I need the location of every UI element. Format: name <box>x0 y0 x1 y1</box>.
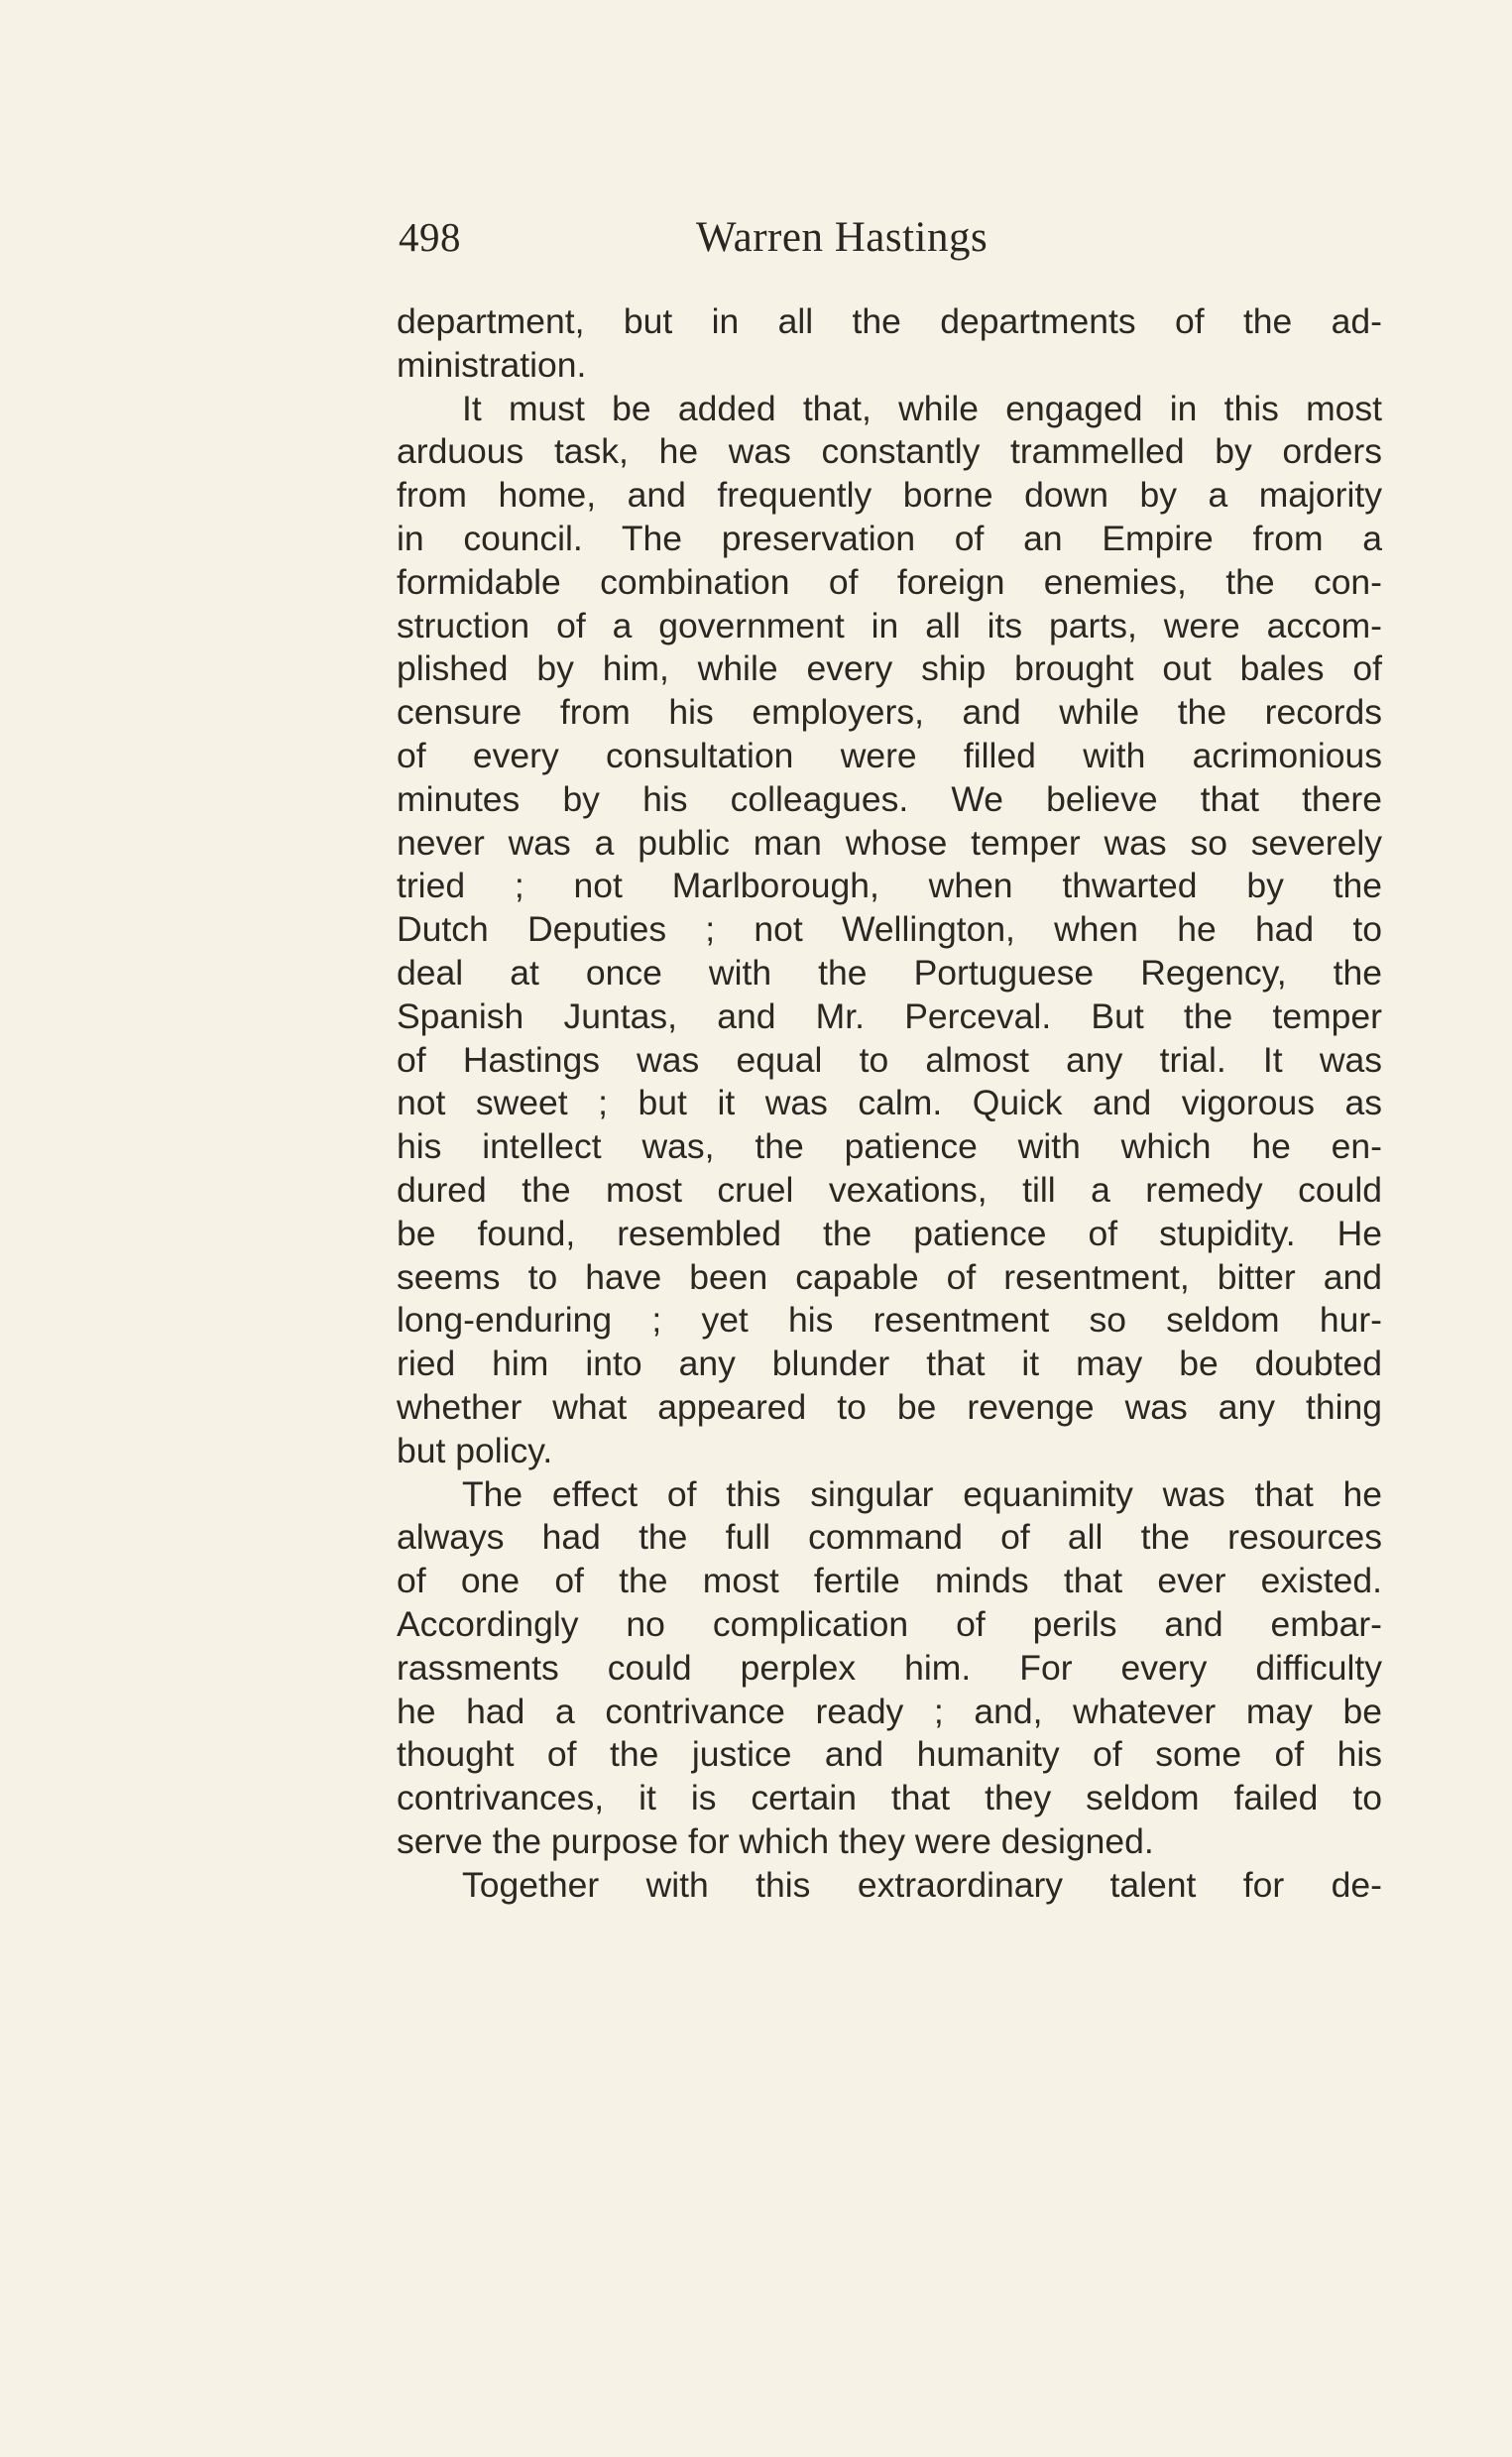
text-line: serve the purpose for which they were designed. <box>397 1820 1154 1861</box>
text-line: rassments could perplex him. For every difficulty <box>397 1647 1382 1688</box>
text-line: formidable combination of foreign enemies, the con- <box>397 561 1382 602</box>
text-line: censure from his employers, and while the records <box>397 692 1382 733</box>
text-line: deal at once with the Portuguese Regency, the <box>397 952 1382 993</box>
text-line: of every consultation were filled with acrimonious <box>397 735 1382 775</box>
text-line: never was a public man whose temper was so severely <box>397 822 1382 863</box>
text-line: The effect of this singular equanimity was that he <box>462 1473 1382 1514</box>
text-line: long-enduring ; yet his resentment so seldom hur- <box>397 1300 1382 1341</box>
text-line: he had a contrivance ready ; and, whatever may be <box>397 1691 1382 1731</box>
text-line: thought of the justice and humanity of some of his <box>397 1734 1382 1775</box>
text-line: Accordingly no complication of perils and embar- <box>397 1603 1382 1644</box>
page-number: 498 <box>399 214 461 260</box>
text-line: arduous task, he was constantly trammelled by orders <box>397 431 1382 472</box>
text-line: contrivances, it is certain that they seldom failed to <box>397 1778 1382 1818</box>
text-line: not sweet ; but it was calm. Quick and vigorous as <box>397 1083 1382 1123</box>
text-line: always had the full command of all the resources <box>397 1517 1382 1558</box>
text-line: Together with this extraordinary talent for de- <box>462 1864 1382 1905</box>
text-line: ried him into any blunder that it may be doubted <box>397 1344 1382 1384</box>
body-text <box>397 300 1382 1907</box>
text-line: seems to have been capable of resentment, bitter and <box>397 1256 1382 1297</box>
text-line: of Hastings was equal to almost any trial. It was <box>397 1039 1382 1080</box>
text-line: Dutch Deputies ; not Wellington, when he had to <box>397 909 1382 950</box>
text-line: It must be added that, while engaged in this most <box>462 388 1382 428</box>
page-header <box>399 213 1083 273</box>
text-line: minutes by his colleagues. We believe that there <box>397 778 1382 819</box>
text-line: ministration. <box>397 344 587 385</box>
text-line: Spanish Juntas, and Mr. Perceval. But the temper <box>397 995 1382 1036</box>
text-line: of one of the most fertile minds that ever existed. <box>397 1561 1382 1601</box>
text-line: his intellect was, the patience with which he en- <box>397 1126 1382 1167</box>
text-line: dured the most cruel vexations, till a remedy could <box>397 1169 1382 1210</box>
text-line: be found, resembled the patience of stupidity. He <box>397 1213 1382 1253</box>
text-line: department, but in all the departments of the ad- <box>397 301 1382 341</box>
text-line: from home, and frequently borne down by a majority <box>397 475 1382 516</box>
text-line: plished by him, while every ship brought out bales of <box>397 648 1382 689</box>
text-line: tried ; not Marlborough, when thwarted by the <box>397 866 1382 906</box>
text-line: but policy. <box>397 1430 553 1470</box>
running-title: Warren Hastings <box>696 214 989 261</box>
text-line: struction of a government in all its parts, were accom- <box>397 605 1382 645</box>
text-line: in council. The preservation of an Empire from a <box>397 518 1382 558</box>
text-line: whether what appeared to be revenge was any thing <box>397 1386 1382 1427</box>
